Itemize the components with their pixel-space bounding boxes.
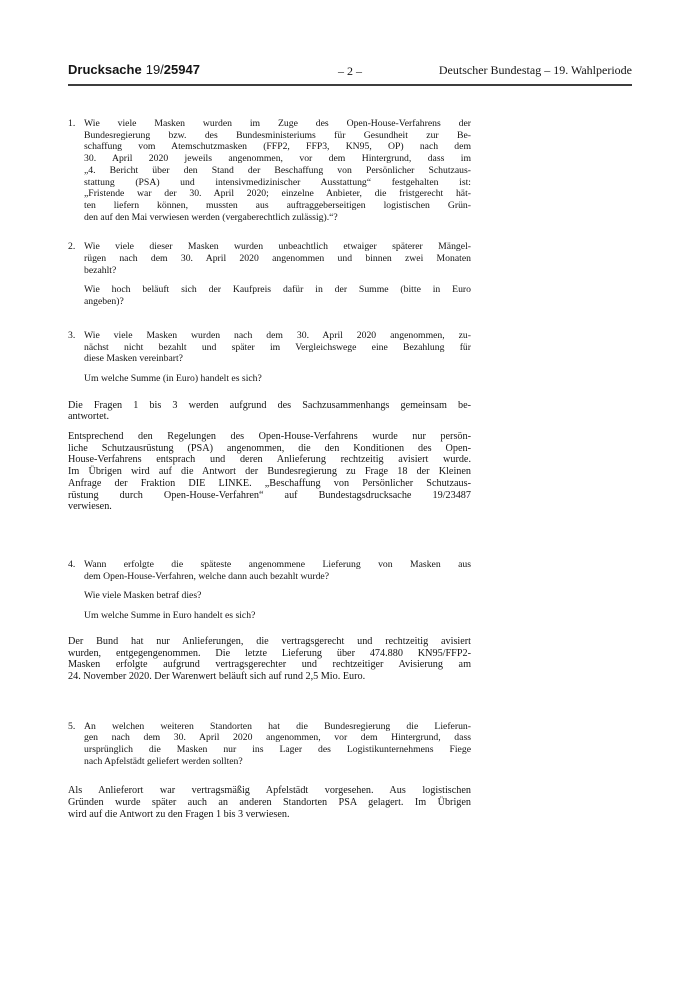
text-line: Wann erfolgte die späteste angenommene Lieferung von Masken aus [84, 558, 471, 570]
document-content [68, 86, 471, 821]
text-line: diese Masken vereinbart? [84, 353, 183, 365]
text-line: liche Schutzausrüstung (PSA) angenommen, die den Konditionen des Open- [68, 442, 471, 454]
doc-number-value: 25947 [163, 62, 200, 77]
text-line: Im Übrigen wird auf die Antwort der Bundesregierung zu Frage 18 der Kleinen [68, 466, 471, 478]
answer-block-1-3 [68, 400, 471, 513]
text-line: Bundesregierung bzw. des Bundesministeriums für Gesundheit zur Be- [84, 129, 471, 141]
text-line: Die Fragen 1 bis 3 werden aufgrund des Sachzusammenhangs gemeinsam be- [68, 399, 471, 411]
question-text [84, 559, 471, 622]
text-line: Wie viele Masken wurden nach dem 30. April 2020 angenommen, zu- [84, 329, 471, 341]
paragraph [84, 721, 471, 768]
paragraph [84, 241, 471, 276]
question-item-4 [68, 559, 471, 622]
text-line: Wie viele Masken wurden im Zuge des Open-House-Verfahrens der [84, 118, 471, 129]
paragraph [84, 118, 471, 223]
answer-block-5 [68, 785, 471, 820]
text-line: rügen nach dem 30. April 2020 angenommen und binnen zwei Monaten [84, 253, 471, 265]
text-line: Entsprechend den Regelungen des Open-House-Verfahrens wurde nur persön- [68, 431, 471, 443]
question-number: 1. [68, 118, 76, 129]
text-line: gen nach dem 30. April 2020 angenommen, vor dem Hintergrund, dass [84, 732, 471, 744]
paragraph [84, 330, 471, 365]
text-line: 30. April 2020 jeweils angenommen, vor dem Hintergrund, dass im [84, 153, 471, 165]
text-line: angeben)? [84, 296, 124, 308]
text-line: „4. Bericht über den Stand der Beschaffung von Persönlicher Schutzaus- [84, 164, 471, 176]
question-number: 4. [68, 558, 76, 570]
answer-block-4 [68, 636, 471, 683]
answer-paragraph [68, 785, 471, 820]
text-line: wurden, entgegengenommen. Die letzte Lieferung über 474.880 KN95/FFP2- [68, 647, 471, 659]
text-line: Um welche Summe (in Euro) handelt es sich? [84, 372, 262, 384]
answer-paragraph [68, 400, 471, 423]
text-line: schaffung vom Atemschutzmasken (FFP2, FFP3, KN95, OP) nach dem [84, 141, 471, 153]
text-line: Wie hoch beläuft sich der Kaufpreis dafür in der Summe (bitte in Euro [84, 284, 471, 296]
text-line: Der Bund hat nur Anlieferungen, die vertragsgerecht und rechtzeitig avisiert [68, 635, 471, 647]
page-number: – 2 – [338, 64, 362, 78]
text-line: den auf den Mai verwiesen werden (vergaberechtlich zulässig).“? [84, 211, 338, 223]
question-text [84, 241, 471, 308]
text-line: bezahlt? [84, 264, 117, 276]
answer-paragraph [68, 431, 471, 513]
text-line: An welchen weiteren Standorten hat die Bundesregierung die Lieferun- [84, 720, 471, 732]
question-number: 5. [68, 720, 76, 732]
text-line: nächst nicht bezahlt und später im Vergleichswege eine Bezahlung für [84, 341, 471, 353]
text-line: ursprünglich die Masken nur ins Lager des Logistikunternehmens Fiege [84, 744, 471, 756]
question-number: 2. [68, 241, 76, 253]
doc-number-prefix: 19/ [145, 62, 164, 77]
text-line: verwiesen. [68, 501, 112, 513]
question-item-5 [68, 721, 471, 768]
text-line: House-Verfahrens entsprach und deren Anlieferung rechtzeitig avisiert wurde. [68, 454, 471, 466]
text-line: Als Anlieferort war vertragsmäßig Apfelstädt vorgesehen. Aus logistischen [68, 785, 471, 797]
text-line: Um welche Summe in Euro handelt es sich? [84, 610, 256, 622]
text-line: 24. November 2020. Der Warenwert beläuft sich auf rund 2,5 Mio. Euro. [68, 670, 366, 682]
text-line: stattung (PSA) und intensivmedizinischer Ausstattung“ festgehalten ist: [84, 176, 471, 188]
text-line: antwortet. [68, 411, 110, 423]
question-text [84, 721, 471, 768]
text-line: rüstung durch Open-House-Verfahren“ auf Bundestagsdrucksache 19/23487 [68, 489, 471, 501]
paragraph [84, 373, 471, 385]
text-line: Wie viele Masken betraf dies? [84, 590, 202, 602]
text-line: wird auf die Antwort zu den Fragen 1 bis 3 verwiesen. [68, 808, 290, 820]
paragraph [84, 610, 471, 622]
question-item-1 [68, 118, 471, 223]
text-line: Masken erfolgte aufgrund vertragsgerechter und rechtzeitiger Avisierung am [68, 659, 471, 671]
question-number: 3. [68, 329, 76, 341]
question-item-2 [68, 241, 471, 308]
paragraph [84, 559, 471, 582]
text-line: „Fristende war der 30. April 2020; einzelne Anbieter, die fristgerecht hät- [84, 188, 471, 200]
doc-number-label: Drucksache [68, 62, 142, 77]
question-text [84, 330, 471, 385]
text-line: ten liefern können, mussten aus auftraggeberseitigen logistischen Grün- [84, 199, 471, 211]
text-line: Wie viele dieser Masken wurden unbeachtlich etwaiger späterer Mängel- [84, 241, 471, 253]
text-line: nach Apfelstädt geliefert werden sollten? [84, 755, 243, 767]
text-line: Gründen wurde später auch an anderen Standorten PSA gelagert. Im Übrigen [68, 797, 471, 809]
question-text [84, 118, 471, 223]
paragraph [84, 284, 471, 307]
paragraph [84, 590, 471, 602]
question-item-3 [68, 330, 471, 385]
text-line: dem Open-House-Verfahren, welche dann auch bezahlt wurde? [84, 570, 330, 582]
header-right-text: Deutscher Bundestag – 19. Wahlperiode [438, 63, 632, 77]
answer-paragraph [68, 636, 471, 683]
text-line: Anfrage der Fraktion DIE LINKE. „Beschaffung von Persönlicher Schutzaus- [68, 477, 471, 489]
